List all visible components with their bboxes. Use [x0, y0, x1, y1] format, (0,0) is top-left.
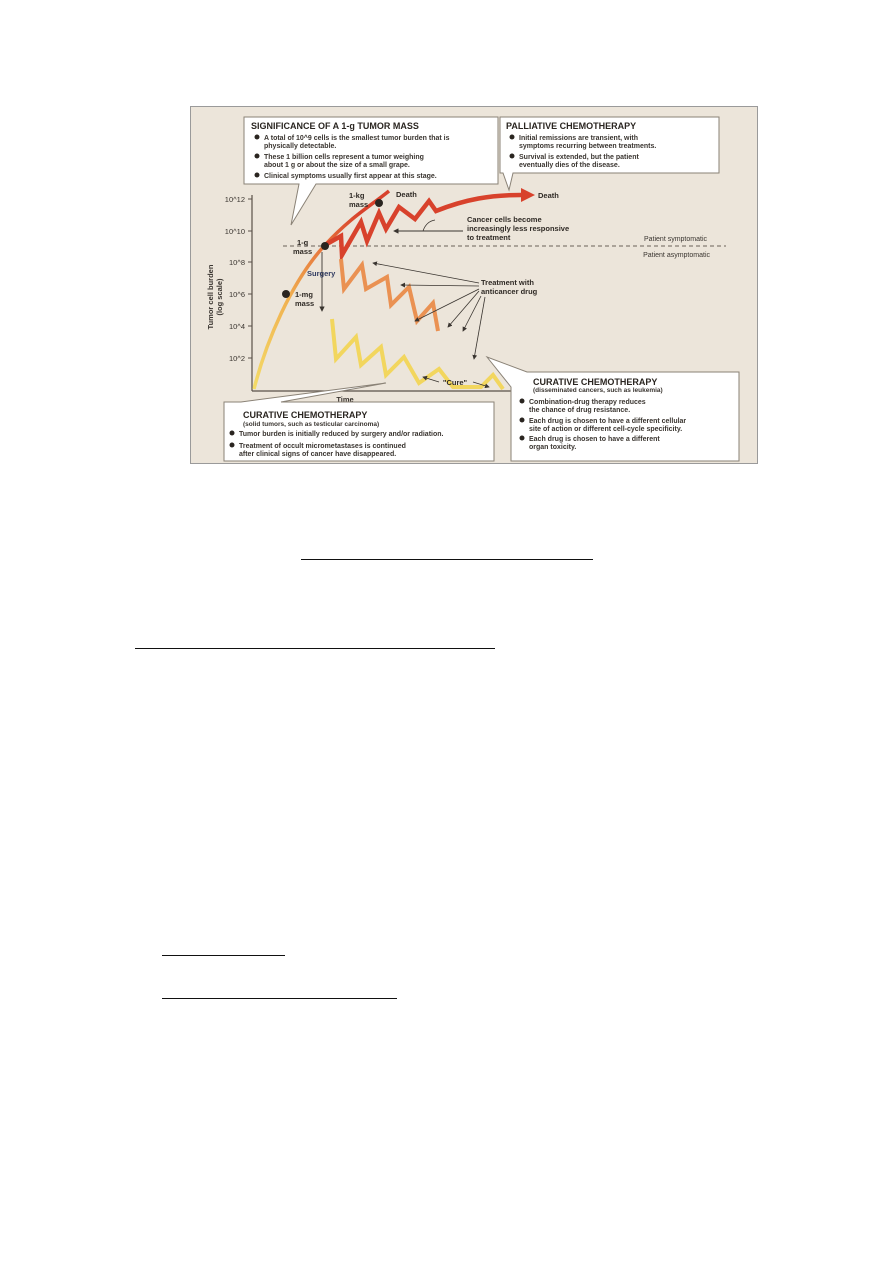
box-curative-solid [224, 383, 494, 461]
palliative-b2-l2: eventually dies of the disease. [519, 162, 620, 169]
label-resistance-3: to treatment [467, 233, 511, 242]
orange-sawtooth [341, 259, 438, 331]
heading-rule-2 [135, 648, 495, 649]
y-tick-10: 10^10 [224, 227, 245, 236]
label-1g: 1-g [297, 238, 309, 247]
curative-diss-title: CURATIVE CHEMOTHERAPY [533, 377, 658, 387]
y-axis-sublabel: (log scale) [215, 278, 224, 316]
y-tick-6: 10^6 [228, 290, 245, 299]
curative-diss-b2-l1: Each drug is chosen to have a different cellular [529, 418, 687, 425]
yellow-sawtooth [332, 319, 503, 389]
label-symptomatic: Patient symptomatic [643, 236, 707, 243]
heading-rule-1 [301, 559, 593, 560]
curative-solid-title: CURATIVE CHEMOTHERAPY [243, 410, 368, 420]
box-palliative [500, 117, 719, 190]
curative-diss-b3-l1: Each drug is chosen to have a different [529, 436, 660, 443]
label-1kg: 1-kg [349, 191, 365, 200]
x-axis-label: Time [336, 395, 354, 404]
label-asymptomatic: Patient asymptomatic [643, 252, 710, 259]
y-tick-2: 10^2 [228, 354, 245, 363]
curative-diss-b1-l2: the chance of drug resistance. [529, 407, 631, 414]
label-treatment-1: Treatment with [481, 278, 534, 287]
palliative-b1-l2: symptoms recurring between treatments. [519, 143, 657, 150]
tumor-burden-figure [190, 106, 758, 464]
point-1kg [375, 199, 383, 207]
death-arrowhead [521, 188, 535, 202]
curative-diss-subtitle: (disseminated cancers, such as leukemia) [533, 387, 663, 394]
heading-rule-4 [162, 998, 397, 999]
significance-title: SIGNIFICANCE OF A 1-g TUMOR MASS [251, 121, 419, 131]
label-death-1: Death [396, 190, 417, 199]
palliative-b1-l1: Initial remissions are transient, with [519, 135, 639, 142]
label-surgery: Surgery [307, 269, 336, 278]
heading-rule-3 [162, 955, 285, 956]
point-1mg [282, 290, 290, 298]
label-1g-mass: mass [293, 247, 313, 256]
curative-solid-b2-l1: Treatment of occult micrometastases is continued [239, 443, 406, 450]
significance-b1-l2: physically detectable. [264, 143, 337, 150]
curative-solid-b1-l1: Tumor burden is initially reduced by surgery and/or radiation. [239, 431, 444, 438]
significance-b3-l1: Clinical symptoms usually first appear at this stage. [264, 173, 437, 180]
curative-solid-b2-l2: after clinical signs of cancer have disappeared. [239, 451, 397, 458]
palliative-title: PALLIATIVE CHEMOTHERAPY [506, 121, 637, 131]
significance-b2-l1: These 1 billion cells represent a tumor weighing [264, 154, 424, 161]
y-tick-4: 10^4 [228, 322, 245, 331]
label-cure: "Cure" [442, 378, 468, 387]
label-death-2: Death [538, 191, 559, 200]
curative-solid-subtitle: (solid tumors, such as testicular carcinoma) [243, 421, 380, 428]
significance-b2-l2: about 1 g or about the size of a small grape. [264, 162, 410, 169]
label-1kg-mass: mass [349, 200, 369, 209]
point-1g [321, 242, 329, 250]
curative-diss-b1-l1: Combination-drug therapy reduces [529, 399, 646, 406]
y-axis-label: Tumor cell burden [206, 264, 215, 330]
box-curative-disseminated [487, 357, 739, 461]
y-tick-8: 10^8 [228, 258, 245, 267]
label-1mg-mass: mass [295, 299, 315, 308]
curative-diss-b2-l2: site of action or different cell-cycle specificity. [529, 426, 683, 433]
significance-b1-l1: A total of 10^9 cells is the smallest tumor burden that is [264, 135, 450, 142]
label-resistance-2: increasingly less responsive [467, 224, 570, 233]
label-1mg: 1-mg [295, 290, 313, 299]
box-significance [244, 117, 498, 225]
label-resistance-1: Cancer cells become [467, 215, 542, 224]
palliative-b2-l1: Survival is extended, but the patient [519, 154, 639, 161]
curative-diss-b3-l2: organ toxicity. [529, 444, 577, 451]
y-tick-12: 10^12 [224, 195, 245, 204]
label-treatment-2: anticancer drug [481, 287, 538, 296]
